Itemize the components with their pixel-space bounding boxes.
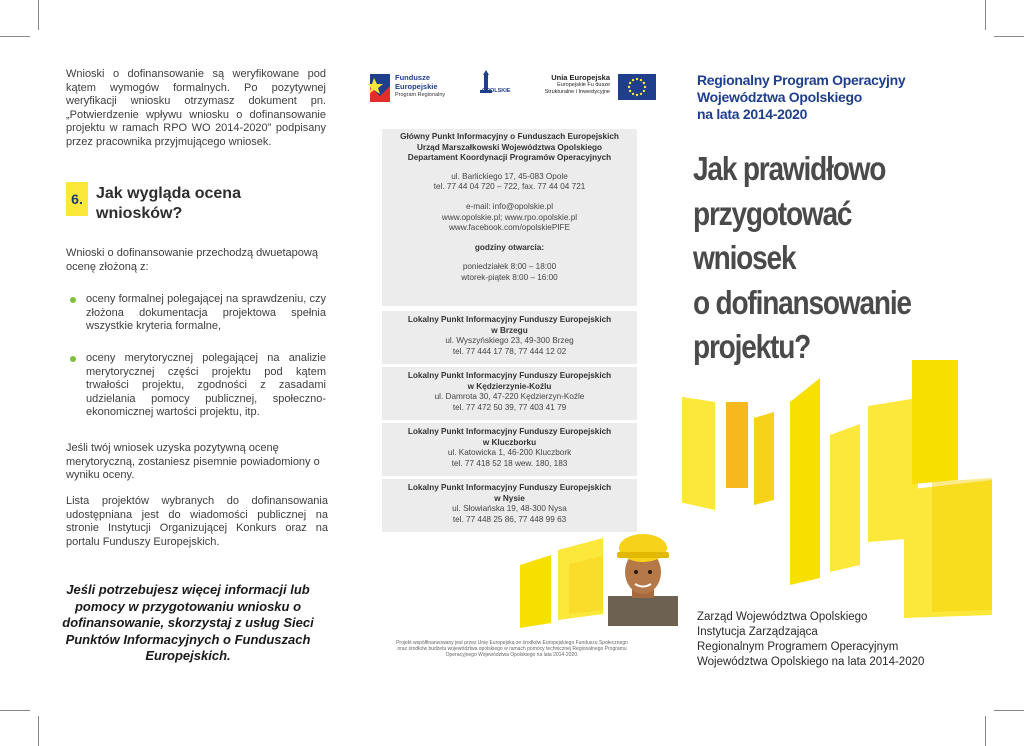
local-point-address: ul. Damrota 30, 47-220 Kędzierzyn-Koźle — [434, 392, 585, 402]
local-point-phone: tel. 77 448 25 86, 77 448 99 63 — [452, 514, 567, 524]
bullet-merit: oceny merytorycznej polegającej na analizie merytorycznej części projektu pod kątem trwałości projektu, zgodności z zasadami udzielania pomocy publicznej, społeczno-ekonomicznej wartości projektu, itp. — [86, 352, 326, 419]
local-point-address: ul. Słowiańska 19, 48-300 Nysa — [452, 504, 567, 514]
eu-star-icon — [643, 82, 645, 84]
eu-star-icon — [636, 94, 638, 96]
local-point-phone: tel. 77 418 52 18 wew. 180, 183 — [451, 458, 568, 468]
list-paragraph: Lista projektów wybranych do dofinansowania udostępniana jest do wiadomości publicznej na stronie Instytucji Organizującej Konkurs oraz na portalu Funduszy Europejskich. — [66, 495, 328, 548]
program-title-line: na lata 2014-2020 — [697, 106, 808, 122]
fe-logo-line2: Europejskie — [395, 81, 438, 91]
help-callout: Jeśli potrzebujesz więcej informacji lub pomocy w przygotowaniu wniosku o dofinansowanie, skorzystaj z usług Sieci Punktów Informacyjnych o Funduszach Europejskich. — [62, 582, 314, 663]
eu-funds-flag-icon — [368, 72, 392, 104]
fe-logo-line1: Fundusze — [395, 73, 430, 82]
eu-star-icon — [632, 93, 634, 95]
construction-worker-icon — [608, 528, 678, 626]
crop-mark — [0, 36, 30, 37]
fe-logo-text — [395, 74, 445, 100]
brochure-title-line: projektu? — [693, 328, 811, 365]
managing-authority-line: Instytucja Zarządzająca — [697, 626, 818, 638]
bullet-formal: oceny formalnej polegającej na sprawdzeniu, czy złożona dokumentacja projektowa spełnia wszystkie kryteria formalne, — [86, 293, 326, 333]
crop-mark — [38, 0, 39, 30]
program-title — [697, 72, 997, 123]
local-point-title: Lokalny Punkt Informacyjny Funduszy Europejskich — [407, 483, 612, 492]
managing-authority-line: Zarząd Województwa Opolskiego — [697, 611, 868, 623]
positive-paragraph: Jeśli twój wniosek uzyska pozytywną ocenę merytoryczną, zostaniesz pisemnie powiadomiony o wyniku oceny. — [66, 442, 320, 482]
local-point-nysa — [382, 479, 637, 532]
local-point-title: Lokalny Punkt Informacyjny Funduszy Europejskich — [407, 427, 612, 436]
intro-paragraph: Wnioski o dofinansowanie są weryfikowane pod kątem wymogów formalnych. Po pozytywnej weryfikacji wniosku otrzymasz dokument pn. „Potwierdzenie wpływu wniosku o dofinansowanie projektu w ramach RPO WO 2014-2020” podpisany przez pracownika przyjmującego wniosek. — [66, 68, 326, 148]
eu-logo-line1: Unia Europejska — [551, 73, 610, 82]
crop-mark — [985, 716, 986, 746]
eu-star-icon — [629, 90, 631, 92]
main-point-title-line: Główny Punkt Informacyjny o Funduszach Europejskich — [400, 132, 619, 141]
crop-mark — [38, 716, 39, 746]
crop-mark — [994, 36, 1024, 37]
section-number: 6. — [71, 191, 83, 207]
bullet-dot — [70, 356, 76, 362]
local-point-title: Lokalny Punkt Informacyjny Funduszy Europejskich — [407, 315, 612, 324]
local-point-city: w Brzegu — [491, 325, 528, 335]
brochure-title — [693, 147, 957, 370]
cofinancing-footnote: Projekt współfinansowany jest przez Unię Europejską ze środków Europejskiego Funduszu Społecznego oraz środków budżetu województwa opolskiego w ramach pomocy technicznej Regionalnego Programu Operacyjnego Województwa Opolskiego na lata 2014-2020. — [396, 640, 628, 659]
crop-mark — [994, 710, 1024, 711]
main-point-title-line: Departament Koordynacji Programów Operacyjnych — [407, 153, 612, 163]
crop-mark — [0, 710, 30, 711]
local-point-kedzierzyn — [382, 367, 637, 420]
local-point-title: Lokalny Punkt Informacyjny Funduszy Europejskich — [407, 371, 612, 380]
brochure-title-line: Jak prawidłowo — [693, 150, 886, 187]
main-info-point — [382, 129, 637, 306]
eu-logo-text — [528, 74, 610, 96]
eu-star-icon — [629, 82, 631, 84]
local-point-kluczbork — [382, 423, 637, 476]
eu-star-icon — [640, 79, 642, 81]
brochure-title-line: wniosek — [693, 239, 796, 276]
program-title-line: Województwa Opolskiego — [697, 89, 863, 105]
eu-flag-icon — [618, 74, 656, 100]
brochure-title-line: przygotować — [693, 194, 852, 232]
eu-star-icon — [632, 79, 634, 81]
decorative-yellow-blocks — [682, 360, 1024, 620]
eu-star-icon — [643, 90, 645, 92]
brochure-title-line: o dofinansowanie — [693, 283, 911, 321]
local-point-city: w Kędzierzynie-Koźlu — [467, 381, 552, 391]
eu-star-icon — [636, 78, 638, 80]
main-point-address: ul. Barlickiego 17, 45-083 Opole — [451, 171, 568, 181]
eu-star-icon — [628, 86, 630, 88]
bullet-dot — [70, 297, 76, 303]
program-title-line: Regionalny Program Operacyjny — [697, 72, 906, 88]
main-point-www[interactable]: www.opolskie.pl; www.rpo.opolskie.pl — [441, 212, 578, 222]
main-point-facebook[interactable]: www.facebook.com/opolskiePIFE — [448, 223, 571, 233]
managing-authority — [697, 610, 997, 670]
eu-logo-line3: Strukturalne i Inwestycyjne — [544, 89, 610, 95]
local-point-brzeg — [382, 311, 637, 364]
eu-star-icon — [640, 93, 642, 95]
main-point-hours-label: godziny otwarcia: — [474, 242, 545, 252]
local-point-phone: tel. 77 444 17 78, 77 444 12 02 — [452, 346, 567, 356]
main-point-email[interactable]: e-mail: info@opolskie.pl — [465, 201, 554, 211]
eu-logo-line2: Europejskie Fu dusze — [557, 82, 610, 88]
crop-mark — [985, 0, 986, 30]
eval-intro: Wnioski o dofinansowanie przechodzą dwuetapową ocenę złożoną z: — [66, 247, 318, 273]
local-point-city: w Nysie — [494, 493, 525, 503]
section-title: Jak wygląda ocena wniosków? — [96, 185, 241, 222]
managing-authority-line: Regionalnym Programem Operacyjnym — [697, 641, 899, 653]
eu-star-icon — [644, 86, 646, 88]
main-point-hours-rest: wtorek-piątek 8:00 – 16:00 — [461, 272, 558, 282]
main-point-hours-mon: poniedziałek 8:00 – 18:00 — [462, 262, 557, 272]
fe-logo-line3: Program Regionalny — [395, 92, 446, 98]
main-point-title-line: Urząd Marszałkowski Województwa Opolskiego — [416, 142, 603, 152]
local-point-city: w Kluczborku — [482, 437, 537, 447]
managing-authority-line: Województwa Opolskiego na lata 2014-2020 — [697, 656, 925, 668]
main-point-phone: tel. 77 44 04 720 – 722, fax. 77 44 04 721 — [433, 182, 586, 192]
logo-bar — [368, 70, 658, 106]
local-point-phone: tel. 77 472 50 39, 77 403 41 79 — [452, 402, 567, 412]
local-point-address: ul. Wyszyńskiego 23, 49-300 Brzeg — [445, 336, 574, 346]
opolskie-logo-text: OPOLSKIE — [482, 88, 511, 94]
local-point-address: ul. Katowicka 1, 46-200 Kluczbork — [447, 448, 572, 458]
